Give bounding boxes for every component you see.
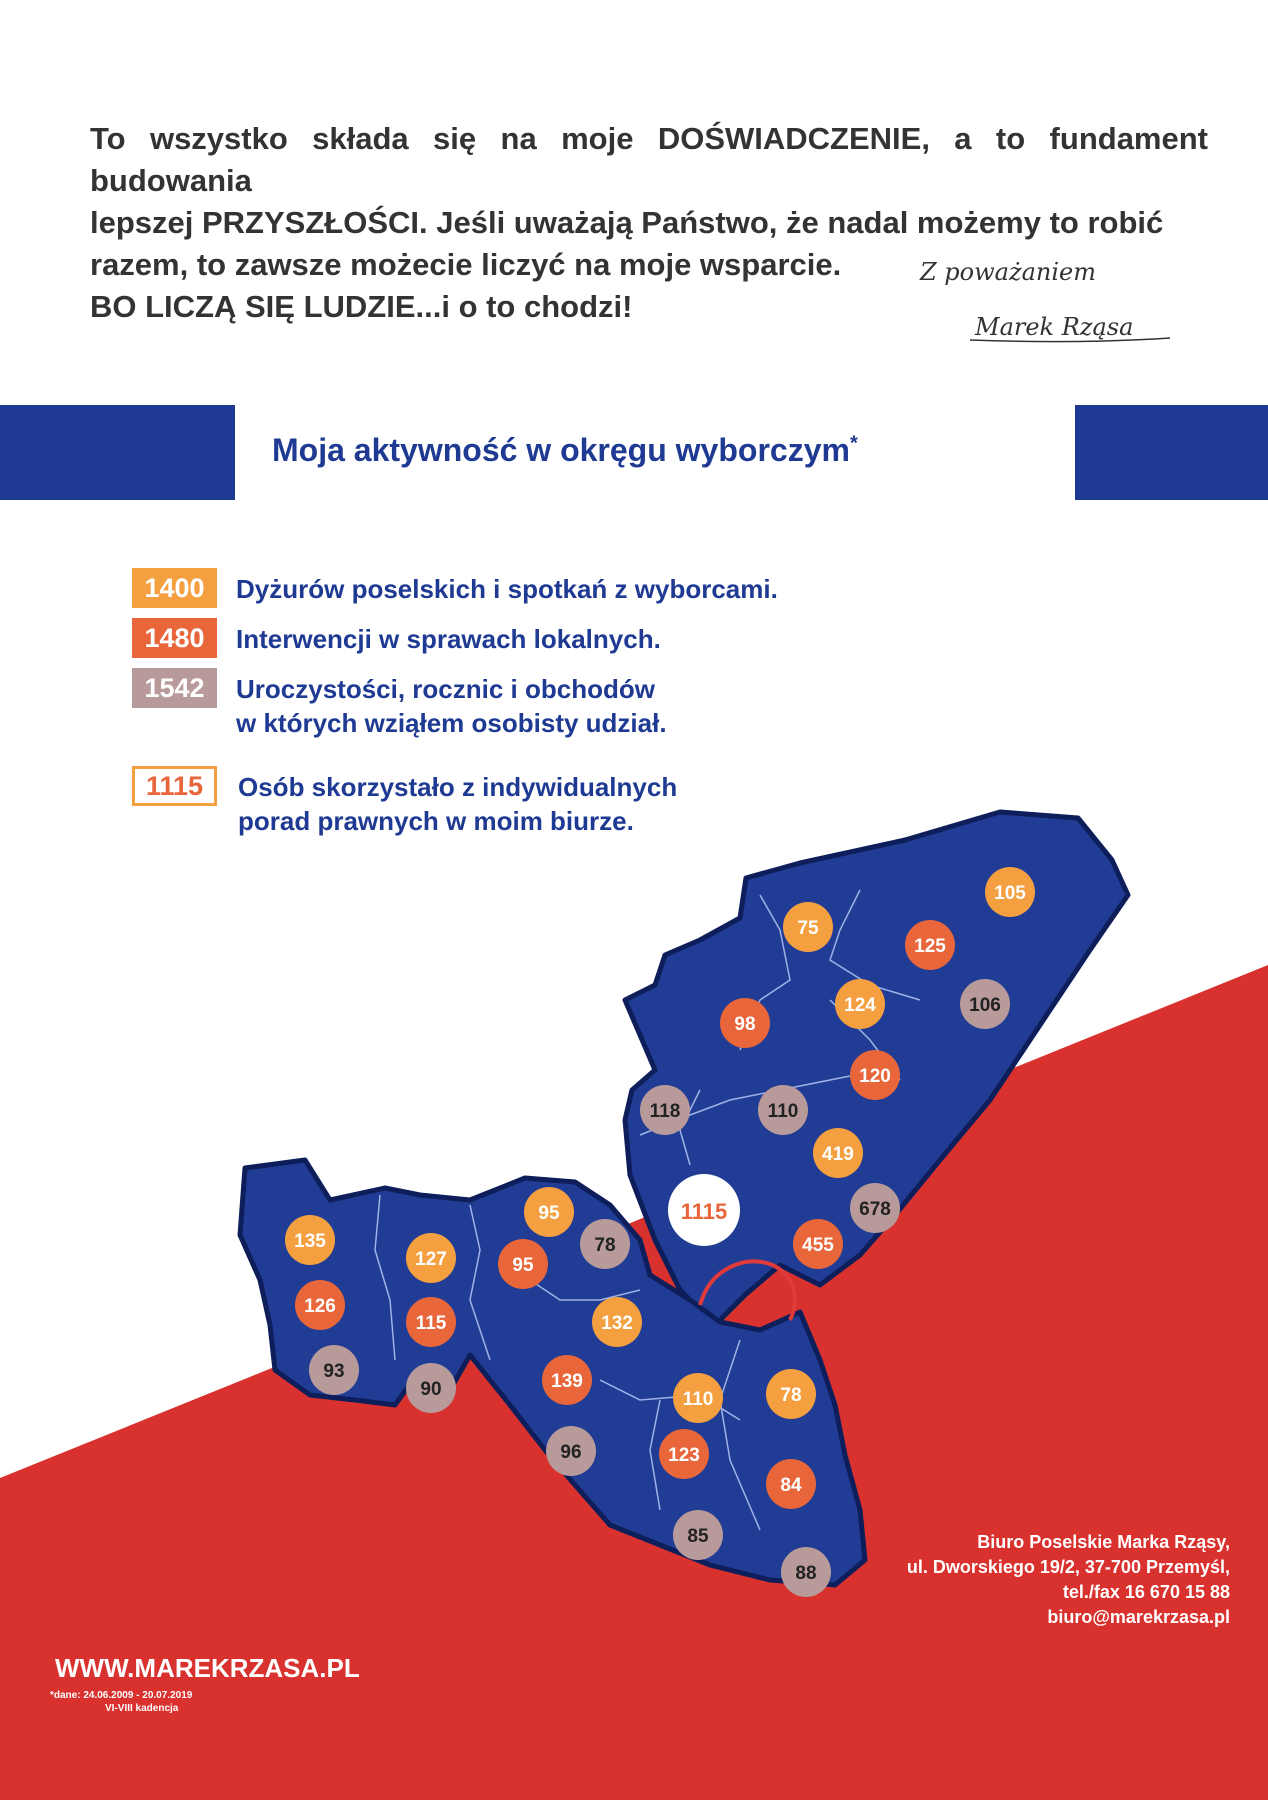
intro-line-3: razem, to zawsze możecie liczyć na moje wsparcie. <box>90 247 842 282</box>
data-period-note <box>50 1689 290 1715</box>
intro-line-1: To wszystko składa się na moje DOŚWIADCZENIE, a to fundament budowania <box>90 121 1208 198</box>
stat-badge: 1542 <box>132 668 217 708</box>
district-count: 120 <box>859 1066 891 1087</box>
stat-label-line-2: porad prawnych w moim biurze. <box>238 806 634 836</box>
district-count: 78 <box>780 1385 802 1406</box>
stat-label: Interwencji w sprawach lokalnych. <box>236 624 661 654</box>
district-count: 126 <box>304 1296 336 1317</box>
section-heading-text: Moja aktywność w okręgu wyborczym <box>272 432 850 468</box>
office-address: ul. Dworskiego 19/2, 37-700 Przemyśl, <box>906 1557 1230 1577</box>
district-count: 132 <box>601 1313 633 1334</box>
district-count: 135 <box>294 1231 326 1252</box>
district-count: 105 <box>994 883 1026 904</box>
office-name: Biuro Poselskie Marka Rząsy, <box>977 1532 1230 1552</box>
stat-badge: 1115 <box>132 766 217 806</box>
district-count: 93 <box>323 1361 345 1382</box>
district-count: 98 <box>734 1014 756 1035</box>
stat-badge: 1400 <box>132 568 217 608</box>
district-count: 78 <box>594 1235 616 1256</box>
district-count: 88 <box>795 1563 817 1584</box>
district-count: 110 <box>767 1101 799 1122</box>
district-count: 678 <box>859 1199 891 1220</box>
district-count: 75 <box>797 918 819 939</box>
term-note: VI-VIII kadencja <box>105 1703 179 1714</box>
district-count: 118 <box>649 1101 681 1122</box>
district-count: 90 <box>420 1379 442 1400</box>
stat-badge: 1480 <box>132 618 217 658</box>
district-count: 84 <box>780 1475 802 1496</box>
office-email[interactable]: biuro@marekrzasa.pl <box>1047 1607 1230 1627</box>
district-count: 419 <box>822 1144 854 1165</box>
stat-label-line-1: Uroczystości, rocznic i obchodów <box>236 674 655 704</box>
stat-label-line-1: Osób skorzystało z indywidualnych <box>238 772 678 802</box>
office-phone: tel./fax 16 670 15 88 <box>1062 1582 1230 1602</box>
district-count: 85 <box>687 1526 709 1547</box>
district-count: 127 <box>415 1249 447 1270</box>
district-count: 110 <box>682 1389 714 1410</box>
district-count: 139 <box>551 1371 583 1392</box>
district-count: 96 <box>560 1442 582 1463</box>
district-count: 123 <box>668 1445 700 1466</box>
district-count: 106 <box>969 995 1001 1016</box>
intro-line-2: lepszej PRZYSZŁOŚCI. Jeśli uważają Państwo, że nadal możemy to robić <box>90 205 1164 240</box>
signature-line-2: Marek Rząsa <box>975 313 1134 341</box>
office-contact <box>760 1530 1230 1630</box>
stat-label: Dyżurów poselskich i spotkań z wyborcami. <box>236 574 778 604</box>
center-count: 1115 <box>680 1199 728 1224</box>
data-dates: *dane: 24.06.2009 - 20.07.2019 <box>50 1690 193 1701</box>
district-count: 115 <box>415 1313 447 1334</box>
district-count: 455 <box>802 1235 834 1256</box>
heading-asterisk: * <box>849 432 858 455</box>
district-count: 125 <box>914 936 946 957</box>
district-count: 124 <box>844 995 876 1016</box>
website-link[interactable]: WWW.MAREKRZASA.PL <box>55 1653 360 1683</box>
stat-label-line-2: w których wziąłem osobisty udział. <box>236 708 667 738</box>
district-count: 95 <box>538 1203 560 1224</box>
signature-line-1: Z poważaniem <box>920 258 1097 286</box>
intro-slogan: BO LICZĄ SIĘ LUDZIE...i o to chodzi! <box>90 289 633 324</box>
district-count: 95 <box>512 1255 534 1276</box>
